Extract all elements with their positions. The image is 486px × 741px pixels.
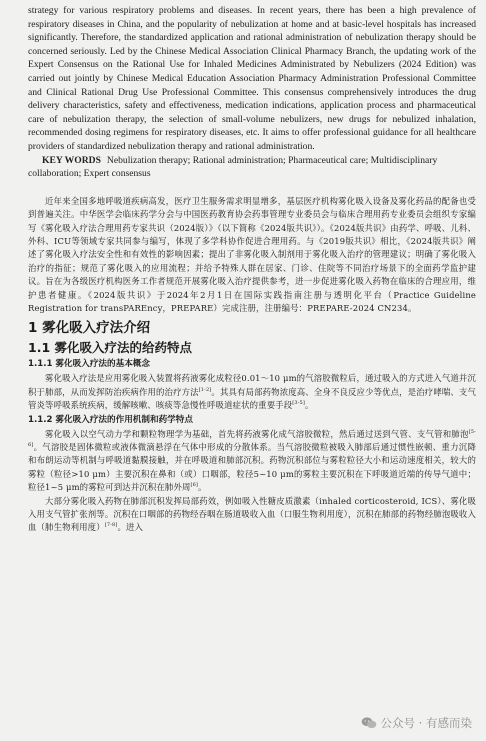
citation: [7-8] <box>104 522 118 529</box>
citation: [1-2] <box>198 386 212 393</box>
section-heading-1: 1 雾化吸入疗法介绍 <box>28 320 151 337</box>
citation: [3-5] <box>292 400 305 407</box>
watermark <box>361 715 472 731</box>
watermark-text: 公众号 · 有感而染 <box>380 716 472 730</box>
concept-paragraph: 雾化吸入疗法是应用雾化吸入装置将药液雾化成粒径0.01～10 μm的气溶胶微粒后，通过吸入的方式进入气道并沉积于肺部，从而发挥防治疾病作用的治疗方法[1-2]。其具有局部药物浓度高、全身不良反应少等优点，是治疗哮喘、支气管炎等呼吸系统疾病，缓解咳嗽、咳痰等急慢性呼吸道症状的重要手段[3-5]。 <box>28 373 476 411</box>
section-heading-1-1: 1.1 雾化吸入疗法的给药特点 <box>28 340 192 356</box>
abstract-text: strategy for various respiratory problems and diseases. In recent years, there has been a high prevalence of respiratory diseases in China, and the popularity of nebulization at home and at basic-level hospitals has increased significantly. Therefore, the standardized application and rational administration of nebulization therapy should be concerned seriously. Led by the Chinese Medical Association Clinical Pharmacy Branch, the updating work of the Expert Consensus on the Rational Use for Inhaled Medicines Administrated by Nebulizers (2024 Edition) was carried out jointly by Chinese Medical Education Association Pharmacy Administration Professional Committee and Clinical Rational Drug Use Professional Committee. This consensus comprehensively introduces the drug delivery characteristics, safety and effectiveness, medication indications, application process and pharmaceutical care of nebulization therapy, the selection of small-volume nebulizers, new drugs for nebulized inhalation, recommended dosing regimens for respiratory diseases, etc. It aims to offer professional guidance for all healthcare providers of standardized nebulization therapy and rational administration. <box>28 5 476 152</box>
keywords-label: KEY WORDS <box>42 154 101 166</box>
keywords <box>28 154 476 181</box>
deposition-paragraph: 大部分雾化吸入药物在肺部沉积发挥局部药效，例如吸入性糖皮质激素（inhaled corticosteroid, ICS）、雾化吸入用支气管扩张剂等。沉积在口咽部的药物经吞咽在肠道吸收入血（口服生物利用度），沉积在肺部的药物经肺泡吸收入血（肺生物利用度）[7-8]。进入 <box>28 495 476 533</box>
citation: [6] <box>190 482 199 489</box>
intro-paragraph: 近年来全国多地呼吸道疾病高发，医疗卫生服务需求明显增多，基层医疗机构雾化吸入设备及雾化药品的配备也受到普遍关注。中华医学会临床药学分会与中国医药教育协会药事管理专业委员会与临床合理用药专业委员会组织专家编写《雾化吸入疗法合理用药专家共识（2024版）》（以下简称《2024版共识》）。《2024版共识》由药学、呼吸、儿科、外科、ICU等领域专家共同参与编写，体现了多学科协作促进合理用药。与《2019版共识》相比，《2024版共识》阐述了雾化吸入疗法安全性和有效性的影响因素；提出了非雾化吸入制剂用于雾化吸入治疗的管理建议；明确了雾化吸入治疗的指征；规范了雾化吸入的应用流程；并给予特殊人群在居家、门诊、住院等不同治疗场景下的全面药学监护建议。旨在为各级医疗机构医务工作者规范开展雾化吸入治疗提供参考，进一步促进雾化吸入药物在临床的合理应用，维护患者健康。《2024版共识》于2024年2月1日在国际实践指南注册与透明化平台（Practice Guideline Registration for transPAREncy，PREPARE）完成注册，注册编号：PREPARE-2024 CN234。 <box>28 195 476 313</box>
wechat-icon <box>361 716 377 730</box>
section-heading-1-1-1: 1.1.1 雾化吸入疗法的基本概念 <box>28 359 150 370</box>
keywords-text: Nebulization therapy; Rational administration; Pharmaceutical care; Multidisciplinary collaboration; Expert consensus <box>28 154 438 180</box>
mechanism-paragraph: 雾化吸入以空气动力学和颗粒物理学为基础，首先将药液雾化成气溶胶微粒，然后通过送到气管、支气管和肺泡[5-6]。气溶胶是固体微粒或液体微滴悬浮在气体中形成的分散体系。当气溶胶微粒被吸入肺部后通过惯性嵌顿、重力沉降和布朗运动等机制与呼吸道黏膜接触，并在呼吸道和肺部沉积。药物沉积部位与雾粒粒径大小和运动速度相关，较大的雾粒（粒径>10 μm）主要沉积在鼻和（或）口咽部，粒径5~10 μm的雾粒主要沉积在下呼吸道近端的传导气道中；粒径1~5 μm的雾粒可到达并沉积在肺外周[6]。 <box>28 428 476 493</box>
citation: [5-6] <box>28 428 476 449</box>
section-heading-1-1-2: 1.1.2 雾化吸入疗法的作用机制和药学特点 <box>28 414 193 425</box>
